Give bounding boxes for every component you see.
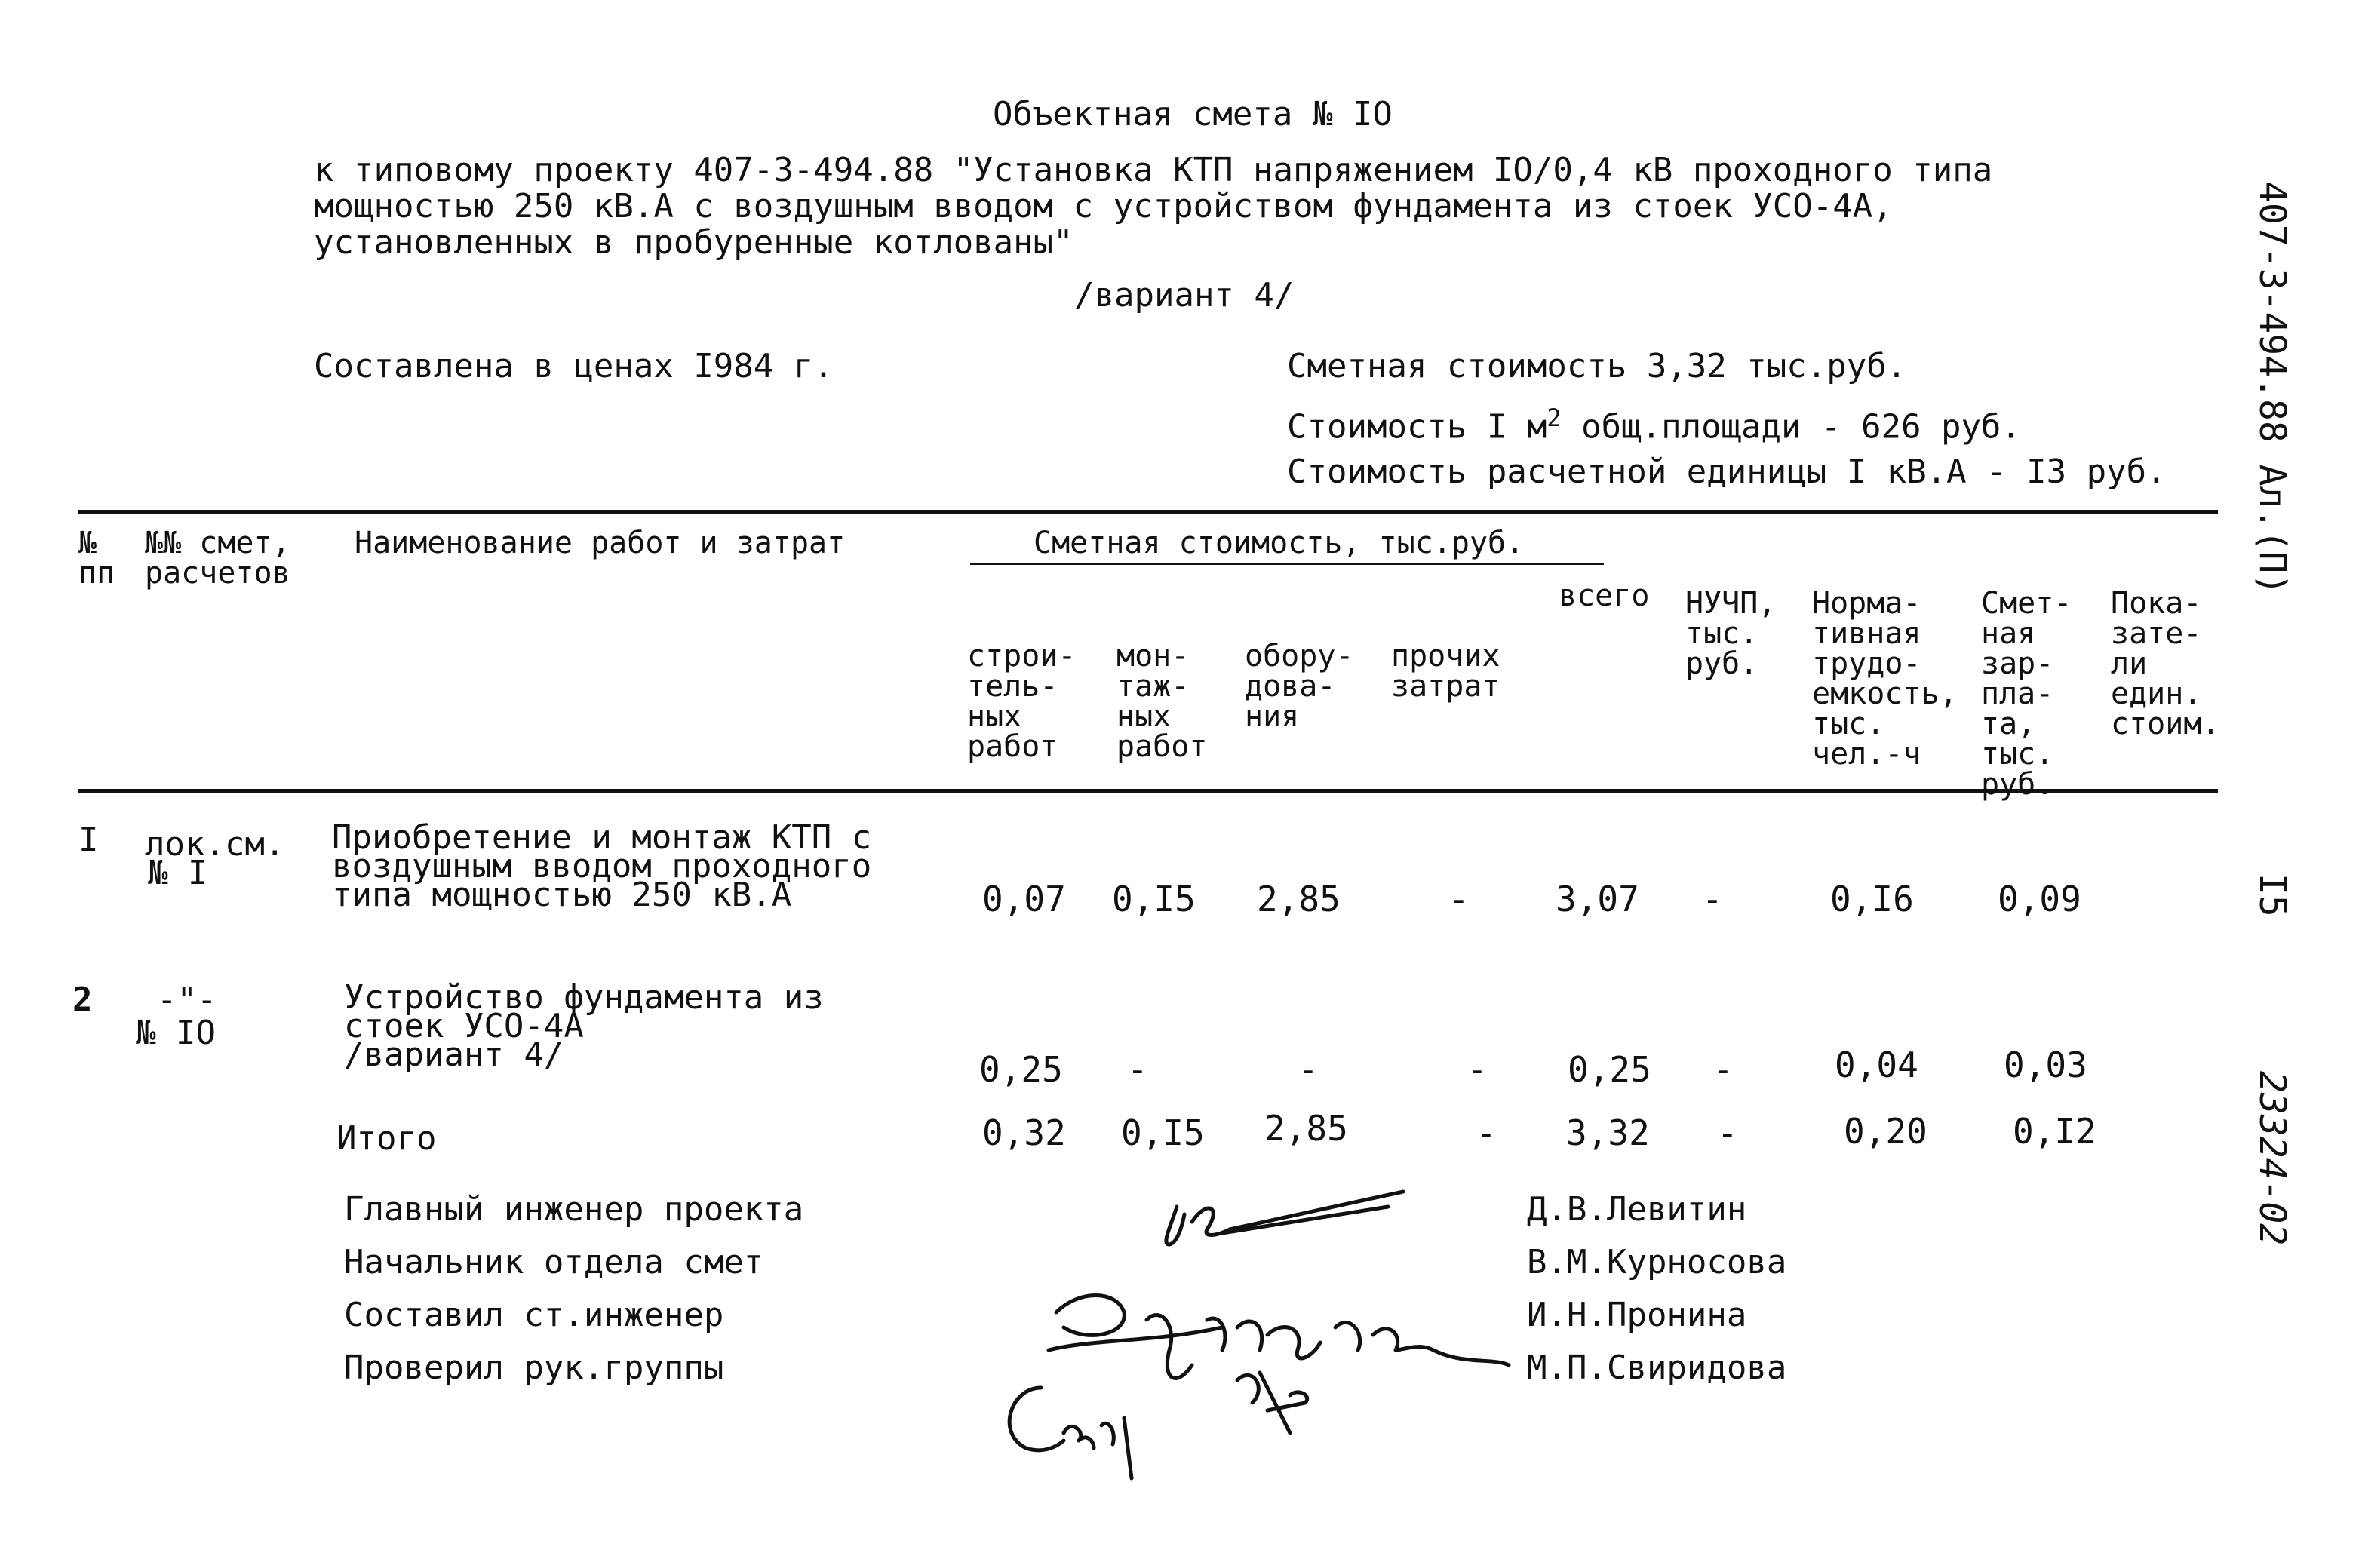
header-line: зате- — [2111, 616, 2202, 651]
header-estimates — [145, 526, 290, 591]
header-line: тыс. — [1981, 737, 2054, 772]
header-cost-group: Сметная стоимость, тыс.руб. — [1034, 526, 1525, 560]
header-equipment — [1245, 581, 1354, 762]
estimate-cost: Сметная стоимость 3,32 тыс.руб. — [1287, 347, 1907, 385]
row2-no: 2 — [72, 980, 93, 1019]
row1-total: 3,07 — [1556, 879, 1639, 919]
signature-levitin — [1166, 1192, 1403, 1244]
row1-estimate-line: № I — [148, 854, 208, 892]
header-line: пла- — [1981, 677, 2054, 711]
row2-name-line: Устройство фундамента из — [344, 978, 824, 1017]
row1-name-line: типа мощностью 250 кВ.А — [332, 876, 792, 914]
header-line: емкость, — [1812, 677, 1958, 711]
handwritten-signatures — [981, 1161, 1554, 1493]
header-no-line: № — [78, 526, 97, 560]
signature-role-3: Составил ст.инженер — [344, 1296, 724, 1334]
row1-name-line: воздушным вводом проходного — [332, 847, 872, 885]
row1-name-line: Приобретение и монтаж КТП с — [332, 818, 872, 857]
variant-label: /вариант 4/ — [1074, 276, 1295, 315]
header-line: чел.-ч — [1812, 737, 1921, 772]
total-wages: 0,I2 — [2013, 1111, 2096, 1152]
row2-name — [344, 978, 824, 1074]
row1-estimate-line: лок.см. — [145, 825, 285, 864]
header-indicators — [2111, 528, 2220, 769]
header-total: всего — [1559, 578, 1650, 613]
row1-no: I — [78, 821, 99, 859]
signature-role-4: Проверил рук.группы — [344, 1349, 724, 1387]
signature-sviridova — [1009, 1388, 1132, 1478]
header-line: работ — [1116, 729, 1208, 764]
signature-kurnosova — [1049, 1296, 1509, 1379]
total-other: - — [1476, 1112, 1497, 1153]
total-installation: 0,I5 — [1121, 1112, 1205, 1153]
row2-other: - — [1467, 1049, 1488, 1090]
signature-name-4: М.П.Свиридова — [1527, 1349, 1787, 1387]
header-line: таж- — [1116, 669, 1190, 704]
cost-per-m2-suffix: общ.площади - 626 руб. — [1561, 407, 2021, 446]
total-equipment: 2,85 — [1264, 1108, 1348, 1149]
row2-estimate-line: -"- — [157, 980, 217, 1019]
row2-construction: 0,25 — [979, 1049, 1063, 1090]
header-line: работ — [967, 729, 1058, 764]
header-wages — [1981, 528, 2072, 830]
row2-estimate-line: № IO — [136, 1014, 216, 1052]
row2-labor: 0,04 — [1835, 1045, 1918, 1085]
subtitle-line-3: установленных в пробуренные котлованы" — [314, 223, 1073, 262]
row1-equipment: 2,85 — [1257, 879, 1341, 919]
row2-total: 0,25 — [1568, 1049, 1651, 1090]
header-nuchp — [1685, 528, 1776, 709]
header-line: тыс. — [1685, 616, 1758, 651]
total-total: 3,32 — [1566, 1112, 1650, 1153]
header-line: ных — [967, 699, 1022, 734]
header-other — [1391, 581, 1500, 732]
header-estimates-line: №№ смет, — [145, 526, 290, 560]
header-line: прочих — [1391, 639, 1500, 674]
total-label: Итого — [336, 1119, 437, 1158]
header-line: ных — [1116, 699, 1172, 734]
row1-installation: 0,I5 — [1112, 879, 1196, 919]
header-line: затрат — [1391, 669, 1500, 704]
row1-wages: 0,09 — [1998, 879, 2081, 919]
signature-role-2: Начальник отдела смет — [344, 1243, 764, 1281]
header-line: ли — [2111, 646, 2148, 681]
signature-pronina — [1237, 1373, 1307, 1433]
header-installation — [1116, 581, 1207, 792]
header-labor — [1812, 528, 1958, 799]
row2-name-line: /вариант 4/ — [344, 1036, 564, 1074]
row2-wages: 0,03 — [2004, 1045, 2087, 1085]
cost-per-m2-prefix: Стоимость I м — [1287, 407, 1547, 446]
header-line: тыс. — [1812, 707, 1885, 741]
header-line: руб. — [1685, 646, 1758, 681]
signature-name-3: И.Н.Пронина — [1527, 1296, 1747, 1334]
header-line: тель- — [967, 669, 1058, 704]
header-line: зар- — [1981, 646, 2054, 681]
row1-other: - — [1448, 879, 1470, 919]
header-line: обору- — [1245, 639, 1354, 674]
header-line: трудо- — [1812, 646, 1921, 681]
header-line: стоим. — [2111, 707, 2220, 741]
header-line: ния — [1245, 699, 1300, 734]
header-line: Смет- — [1981, 586, 2072, 621]
header-line: НУЧП, — [1685, 586, 1777, 621]
header-no-line: пп — [78, 556, 115, 591]
header-line: Пока- — [2111, 586, 2202, 621]
header-line: мон- — [1116, 639, 1190, 674]
header-line: един. — [2111, 677, 2202, 711]
signature-name-1: Д.В.Левитин — [1527, 1190, 1747, 1229]
cost-per-m2 — [1287, 400, 2021, 446]
row2-name-line: стоек УСО-4А — [344, 1007, 584, 1045]
row2-installation: - — [1127, 1049, 1148, 1090]
table-top-rule — [78, 510, 2218, 514]
side-doc-code: 407-3-494.88 Ал.(П) — [2251, 181, 2293, 596]
header-name: Наименование работ и затрат — [355, 526, 846, 560]
header-line: руб. — [1981, 767, 2054, 802]
row2-nuchp: - — [1712, 1049, 1734, 1090]
header-no — [78, 526, 115, 591]
subtitle-line-1: к типовому проекту 407-3-494.88 "Установка КТП напряжением IO/0,4 кВ проходного типа — [314, 151, 1993, 189]
header-line: тивная — [1812, 616, 1921, 651]
row1-labor: 0,I6 — [1830, 879, 1914, 919]
row2-estimate — [136, 980, 217, 1052]
side-page-number: I5 — [2251, 873, 2293, 917]
document-title: Объектная смета № IO — [993, 95, 1393, 133]
row1-name — [332, 818, 872, 914]
header-line: ная — [1981, 616, 2036, 651]
subtitle-line-2: мощностью 250 кВ.А с воздушным вводом с устройством фундамента из стоек УСО-4А, — [314, 187, 1893, 226]
signature-name-2: В.М.Курносова — [1527, 1243, 1787, 1281]
header-line: Норма- — [1812, 586, 1921, 621]
header-estimates-line: расчетов — [145, 556, 290, 591]
total-construction: 0,32 — [982, 1112, 1066, 1153]
total-labor: 0,20 — [1844, 1111, 1927, 1152]
cost-group-underline — [970, 563, 1604, 565]
row2-equipment: - — [1298, 1049, 1319, 1090]
row1-estimate — [145, 827, 284, 891]
total-nuchp: - — [1717, 1112, 1738, 1153]
signature-role-1: Главный инженер проекта — [344, 1190, 804, 1229]
row1-nuchp: - — [1702, 879, 1723, 919]
header-line: дова- — [1245, 669, 1336, 704]
prices-year: Составлена в ценах I984 г. — [314, 347, 834, 385]
header-line: та, — [1981, 707, 2036, 741]
header-construction — [967, 581, 1077, 792]
cost-per-unit: Стоимость расчетной единицы I кВ.А - I3 руб. — [1287, 453, 2167, 491]
header-line: строи- — [967, 639, 1077, 674]
cost-per-m2-sup: 2 — [1547, 404, 1562, 432]
side-inventory-number: 23324-02 — [2251, 1071, 2293, 1246]
row1-construction: 0,07 — [982, 879, 1066, 919]
